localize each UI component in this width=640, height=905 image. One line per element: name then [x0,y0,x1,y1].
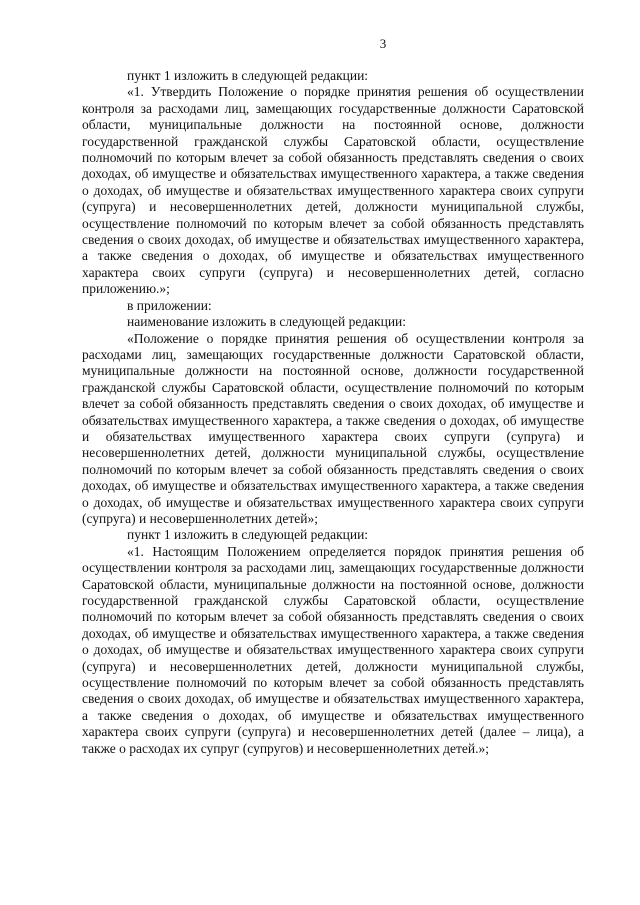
amended-title-text: «Положение о порядке принятия решения об осуществлении контроля за расходами лиц, замещающих государственные должности Саратовской области, муниципальные должности на постоянной основе, должности государственной гражданской службы Саратовской области, осуществление полномочий по которым влечет за собой обязанность представлять сведения о своих доходах, об имуществе и обязательствах имущественного характера, а также сведения о доходах, об имуществе и обязательствах имущественного характера своих супруги (супруга) и несовершеннолетних детей, должности муниципальной службы, осуществление полномочий по которым влечет за собой обязанность представлять сведения о своих доходах, об имуществе и обязательствах имущественного характера, а также сведения о доходах, об имуществе и обязательствах имущественного характера своих супруги (супруга) и несовершеннолетних детей»; [82,330,584,526]
document-body [82,68,584,757]
amended-clause-text: «1. Утвердить Положение о порядке принятия решения об осуществлении контроля за расходами лиц, замещающих государственные должности Саратовской области, муниципальные должности на постоянной основе, должности государственной гражданской службы Саратовской области, осуществление полномочий по которым влечет за собой обязанность представлять сведения о своих доходах, об имуществе и обязательствах имущественного характера, а также сведения о доходах, об имуществе и обязательствах имущественного характера своих супруги (супруга) и несовершеннолетних детей, должности муниципальной службы, осуществление полномочий по которым влечет за собой обязанность представлять сведения о своих доходах, об имуществе и обязательствах имущественного характера, а также сведения о доходах, об имуществе и обязательствах имущественного характера своих супруги (супруга) и несовершеннолетних детей, согласно приложению.»; [82,84,584,297]
page-number: 3 [379,36,387,51]
amendment-instruction: пункт 1 изложить в следующей редакции: [127,527,369,543]
appendix-heading: в приложении: [127,297,212,313]
title-amendment-instruction: наименование изложить в следующей редакции: [127,314,407,330]
amended-clause-text: «1. Настоящим Положением определяется порядок принятия решения об осуществлении контроля за расходами лиц, замещающих государственные должности Саратовской области, муниципальные должности на постоянной основе, должности государственной гражданской службы Саратовской области, осуществление полномочий по которым влечет за собой обязанность представлять сведения о своих доходах, об имуществе и обязательствах имущественного характера, а также сведения о доходах, об имуществе и обязательствах имущественного характера своих супруги (супруга) и несовершеннолетних детей, должности муниципальной службы, осуществление полномочий по которым влечет за собой обязанность представлять сведения о своих доходах, об имуществе и обязательствах имущественного характера, а также сведения о доходах, об имуществе и обязательствах имущественного характера своих супруги (супруга) и несовершеннолетних детей (далее – лица), а также о расходах их супруг (супругов) и несовершеннолетних детей.»; [82,543,584,756]
amendment-instruction: пункт 1 изложить в следующей редакции: [127,68,369,83]
